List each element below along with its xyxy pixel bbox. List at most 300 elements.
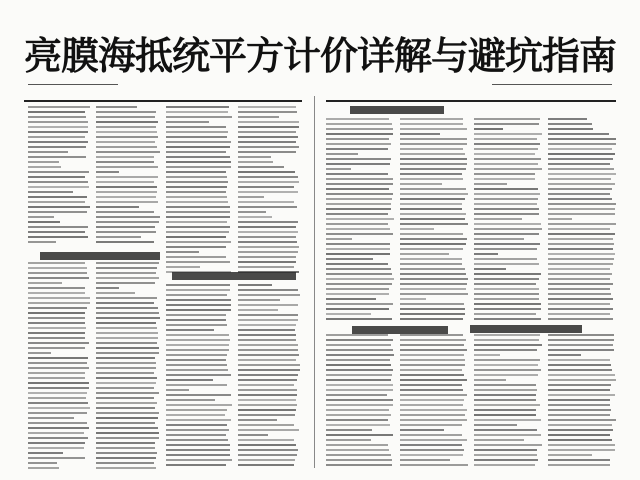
body-text-line: [238, 171, 295, 173]
body-text-line: [96, 362, 156, 364]
body-text-line: [474, 123, 539, 125]
body-text-line: [28, 216, 54, 218]
body-text-line: [166, 324, 227, 326]
body-text-line: [166, 404, 232, 406]
body-text-line: [548, 288, 610, 290]
body-text-line: [326, 303, 393, 305]
body-text-line: [28, 186, 89, 188]
body-text-line: [238, 439, 294, 441]
body-text-line: [166, 384, 227, 386]
body-text-line: [326, 273, 392, 275]
article-column: [326, 118, 616, 324]
body-text-line: [96, 196, 156, 198]
body-text-line: [96, 216, 160, 218]
body-text-line: [28, 467, 59, 469]
body-text-line: [326, 178, 393, 180]
body-text-line: [326, 379, 391, 381]
body-text-line: [166, 289, 230, 291]
body-text-line: [474, 163, 538, 165]
body-text-line: [28, 272, 87, 274]
body-text-line: [326, 298, 376, 300]
body-text-line: [474, 178, 535, 180]
body-text-line: [400, 318, 463, 320]
body-text-line: [96, 166, 158, 168]
body-text-line: [548, 263, 613, 265]
article-column: [238, 284, 300, 472]
body-text-line: [400, 153, 465, 155]
body-text-line: [166, 309, 231, 311]
body-text-line: [166, 364, 227, 366]
body-text-line: [326, 243, 390, 245]
body-text-line: [28, 297, 90, 299]
body-text-line: [28, 417, 74, 419]
body-text-line: [400, 123, 463, 125]
body-text-line: [548, 459, 610, 461]
body-text-line: [28, 292, 85, 294]
body-text-line: [400, 389, 463, 391]
body-text-line: [238, 251, 298, 253]
body-text-line: [238, 339, 296, 341]
body-text-line: [238, 216, 272, 218]
body-text-line: [96, 221, 159, 223]
section-subhead: [172, 272, 296, 280]
section-subhead: [352, 326, 448, 334]
body-text-line: [474, 238, 524, 240]
body-text-line: [400, 178, 463, 180]
body-text-line: [28, 287, 85, 289]
body-text-line: [326, 128, 393, 130]
body-text-line: [400, 464, 468, 466]
body-text-line: [96, 201, 158, 203]
body-text-line: [28, 277, 89, 279]
body-text-line: [238, 236, 296, 238]
body-text-line: [28, 166, 61, 168]
body-text-line: [326, 384, 393, 386]
body-text-line: [96, 292, 135, 294]
body-text-line: [326, 439, 371, 441]
body-text-line: [96, 231, 156, 233]
body-text-line: [238, 161, 273, 163]
body-text-line: [28, 312, 85, 314]
body-text-line: [166, 126, 226, 128]
body-text-line: [166, 161, 231, 163]
body-text-line: [326, 369, 393, 371]
body-text-line: [548, 283, 613, 285]
body-text-line: [474, 344, 542, 346]
body-text-line: [548, 208, 615, 210]
body-text-line: [96, 176, 158, 178]
article-column: [238, 106, 300, 276]
body-text-line: [28, 111, 85, 113]
body-text-line: [548, 404, 610, 406]
body-text-line: [166, 344, 229, 346]
body-text-line: [96, 236, 141, 238]
body-text-line: [474, 414, 536, 416]
body-text-line: [400, 354, 464, 356]
body-text-line: [28, 377, 85, 379]
body-text-line: [166, 319, 226, 321]
body-text-line: [96, 402, 157, 404]
body-text-line: [326, 208, 391, 210]
body-text-line: [238, 241, 297, 243]
body-text-line: [326, 313, 371, 315]
body-text-line: [166, 131, 228, 133]
body-text-line: [238, 284, 272, 286]
body-text-line: [548, 389, 610, 391]
body-text-line: [238, 454, 297, 456]
body-text-line: [238, 384, 294, 386]
body-text-line: [400, 128, 467, 130]
body-text-line: [474, 183, 507, 185]
body-text-line: [400, 278, 468, 280]
section-subhead: [470, 325, 582, 333]
body-text-line: [96, 151, 160, 153]
body-text-line: [400, 454, 463, 456]
body-text-line: [326, 133, 393, 135]
body-text-line: [548, 318, 613, 320]
body-text-line: [548, 359, 610, 361]
body-text-line: [400, 374, 464, 376]
body-text-line: [400, 183, 442, 185]
body-text-line: [238, 221, 298, 223]
body-text-line: [400, 444, 462, 446]
body-text-line: [166, 439, 228, 441]
body-text-line: [474, 424, 517, 426]
body-text-line: [238, 304, 298, 306]
body-text-line: [548, 293, 611, 295]
body-text-line: [166, 409, 227, 411]
body-text-line: [238, 116, 279, 118]
body-text-line: [548, 213, 615, 215]
body-text-line: [28, 116, 86, 118]
body-text-line: [96, 457, 156, 459]
body-text-line: [474, 168, 542, 170]
body-text-line: [238, 389, 297, 391]
body-text-line: [28, 382, 89, 384]
body-text-line: [326, 138, 389, 140]
body-text-line: [548, 198, 612, 200]
article-column: [28, 106, 90, 246]
body-text-line: [166, 349, 229, 351]
body-text-line: [238, 444, 296, 446]
body-text-line: [326, 399, 393, 401]
body-text-line: [166, 151, 226, 153]
body-text-line: [238, 309, 278, 311]
body-text-line: [166, 339, 230, 341]
body-text-line: [548, 419, 616, 421]
body-text-line: [548, 339, 614, 341]
body-text-line: [326, 288, 389, 290]
body-text-line: [548, 233, 615, 235]
body-text-line: [400, 168, 466, 170]
body-text-line: [28, 412, 87, 414]
body-text-line: [28, 156, 86, 158]
body-text-line: [548, 313, 610, 315]
body-text-line: [548, 168, 614, 170]
body-text-line: [548, 454, 592, 456]
article-column: [166, 284, 232, 472]
body-text-line: [548, 223, 616, 225]
body-text-line: [28, 171, 89, 173]
section-divider: [314, 96, 315, 468]
body-text-line: [326, 173, 388, 175]
body-text-line: [400, 359, 465, 361]
body-text-line: [96, 146, 157, 148]
body-text-line: [548, 434, 610, 436]
body-text-line: [238, 136, 298, 138]
body-text-line: [474, 218, 522, 220]
body-text-line: [548, 268, 610, 270]
body-text-line: [96, 407, 155, 409]
body-text-line: [400, 213, 466, 215]
body-text-line: [96, 282, 155, 284]
body-text-line: [96, 367, 156, 369]
body-text-line: [326, 389, 393, 391]
body-text-line: [28, 342, 89, 344]
body-text-line: [474, 374, 538, 376]
body-text-line: [166, 121, 209, 123]
body-text-line: [326, 188, 389, 190]
body-text-line: [548, 153, 615, 155]
body-text-line: [166, 186, 227, 188]
body-text-line: [238, 344, 298, 346]
body-text-line: [326, 349, 393, 351]
body-text-line: [28, 322, 85, 324]
body-text-line: [400, 349, 467, 351]
body-text-line: [474, 223, 541, 225]
body-text-line: [326, 158, 391, 160]
body-text-line: [238, 186, 294, 188]
body-text-line: [326, 414, 391, 416]
body-text-line: [326, 293, 389, 295]
body-text-line: [238, 329, 295, 331]
body-text-line: [238, 334, 296, 336]
body-text-line: [28, 462, 57, 464]
body-text-line: [548, 128, 593, 130]
body-text-line: [96, 427, 158, 429]
body-text-line: [326, 444, 388, 446]
body-text-line: [28, 332, 85, 334]
body-text-line: [238, 414, 295, 416]
body-text-line: [474, 198, 538, 200]
body-text-line: [238, 449, 298, 451]
body-text-line: [166, 141, 231, 143]
body-text-line: [474, 243, 540, 245]
body-text-line: [166, 256, 226, 258]
body-text-line: [474, 394, 536, 396]
body-text-line: [166, 299, 231, 301]
body-text-line: [238, 369, 300, 371]
body-text-line: [548, 243, 614, 245]
body-text-line: [326, 449, 389, 451]
body-text-line: [326, 123, 392, 125]
body-text-line: [238, 181, 299, 183]
body-text-line: [326, 253, 390, 255]
body-text-line: [474, 339, 539, 341]
body-text-line: [96, 302, 154, 304]
body-text-line: [238, 211, 266, 213]
body-text-line: [28, 452, 63, 454]
body-text-line: [96, 312, 159, 314]
body-text-line: [326, 118, 389, 120]
body-text-line: [238, 261, 296, 263]
body-text-line: [28, 362, 87, 364]
body-text-line: [238, 206, 297, 208]
body-text-line: [400, 218, 465, 220]
body-text-line: [400, 434, 462, 436]
body-text-line: [166, 329, 214, 331]
body-text-line: [28, 267, 87, 269]
body-text-line: [548, 414, 610, 416]
body-text-line: [166, 284, 230, 286]
body-text-line: [96, 317, 160, 319]
body-text-line: [548, 424, 612, 426]
body-text-line: [474, 148, 538, 150]
body-text-line: [238, 364, 300, 366]
body-text-line: [400, 293, 468, 295]
body-text-line: [28, 191, 73, 193]
body-text-line: [96, 422, 155, 424]
body-text-line: [96, 392, 159, 394]
body-text-line: [238, 266, 294, 268]
body-text-line: [238, 151, 296, 153]
body-text-line: [548, 449, 615, 451]
body-text-line: [400, 404, 463, 406]
body-text-line: [238, 201, 294, 203]
body-text-line: [400, 208, 462, 210]
body-text-line: [474, 158, 541, 160]
body-text-line: [96, 211, 154, 213]
body-text-line: [400, 268, 465, 270]
body-text-line: [166, 374, 231, 376]
body-text-line: [166, 459, 232, 461]
body-text-line: [474, 273, 541, 275]
body-text-line: [96, 372, 154, 374]
body-text-line: [474, 454, 537, 456]
body-text-line: [166, 211, 230, 213]
body-text-line: [400, 133, 440, 135]
body-text-line: [548, 429, 613, 431]
body-text-line: [326, 278, 394, 280]
body-text-line: [474, 459, 538, 461]
body-text-line: [166, 414, 225, 416]
body-text-line: [28, 442, 85, 444]
body-text-line: [28, 106, 90, 108]
body-text-line: [326, 163, 390, 165]
body-text-line: [166, 359, 226, 361]
body-text-line: [238, 176, 298, 178]
body-text-line: [238, 464, 294, 466]
body-text-line: [166, 261, 230, 263]
body-text-line: [326, 454, 391, 456]
body-text-line: [474, 318, 541, 320]
body-text-line: [96, 327, 157, 329]
body-text-line: [96, 171, 119, 173]
body-text-line: [326, 464, 392, 466]
body-text-line: [166, 334, 229, 336]
body-text-line: [96, 116, 155, 118]
body-text-line: [96, 377, 157, 379]
body-text-line: [166, 226, 230, 228]
body-text-line: [474, 434, 541, 436]
body-text-line: [326, 263, 388, 265]
body-text-line: [548, 238, 613, 240]
body-text-line: [96, 186, 157, 188]
body-text-line: [474, 444, 542, 446]
body-text-line: [166, 394, 231, 396]
body-text-line: [28, 131, 88, 133]
body-text-line: [400, 233, 463, 235]
body-text-line: [326, 308, 389, 310]
body-text-line: [400, 364, 465, 366]
body-text-line: [28, 146, 86, 148]
body-text-line: [166, 266, 200, 268]
body-text-line: [326, 364, 391, 366]
body-text-line: [326, 344, 391, 346]
body-text-line: [548, 384, 611, 386]
body-text-line: [96, 226, 155, 228]
body-text-line: [28, 151, 68, 153]
body-text-line: [400, 303, 464, 305]
body-text-line: [28, 357, 88, 359]
body-text-line: [326, 203, 391, 205]
body-text-line: [166, 236, 226, 238]
body-text-line: [474, 389, 537, 391]
body-text-line: [28, 402, 88, 404]
body-text-line: [238, 226, 296, 228]
body-text-line: [474, 288, 539, 290]
body-text-line: [28, 437, 88, 439]
body-text-line: [96, 206, 139, 208]
body-text-line: [474, 213, 539, 215]
body-text-line: [166, 454, 230, 456]
body-text-line: [326, 223, 388, 225]
body-text-line: [326, 238, 352, 240]
body-text-line: [238, 246, 299, 248]
body-text-line: [238, 231, 298, 233]
body-text-line: [96, 156, 154, 158]
body-text-line: [548, 133, 609, 135]
body-text-line: [238, 404, 297, 406]
body-text-line: [166, 314, 226, 316]
body-text-line: [28, 372, 85, 374]
masthead-line: [28, 84, 118, 85]
body-text-line: [474, 293, 539, 295]
body-text-line: [474, 283, 536, 285]
body-text-line: [238, 299, 280, 301]
body-text-line: [326, 434, 393, 436]
body-text-line: [166, 176, 227, 178]
body-text-line: [28, 236, 88, 238]
body-text-line: [548, 273, 612, 275]
body-text-line: [400, 138, 467, 140]
body-text-line: [238, 131, 296, 133]
body-text-line: [96, 442, 155, 444]
body-text-line: [326, 318, 392, 320]
article-column: [326, 334, 616, 470]
body-text-line: [326, 429, 372, 431]
body-text-line: [96, 106, 137, 108]
body-text-line: [400, 223, 468, 225]
body-text-line: [28, 231, 85, 233]
body-text-line: [166, 111, 228, 113]
body-text-line: [400, 399, 464, 401]
body-text-line: [326, 233, 393, 235]
body-text-line: [326, 258, 373, 260]
body-text-line: [238, 379, 297, 381]
body-text-line: [400, 424, 462, 426]
body-text-line: [28, 121, 88, 123]
